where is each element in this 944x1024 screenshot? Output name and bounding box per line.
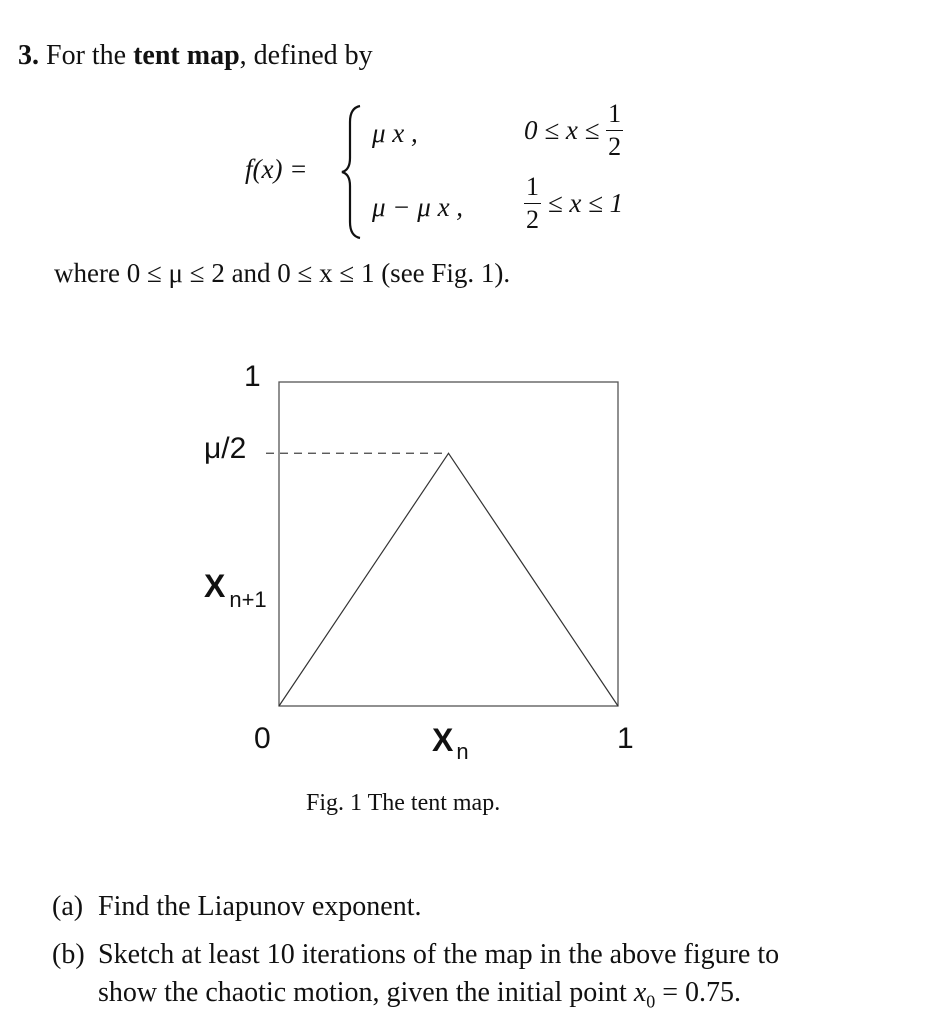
case1-cond-pre: 0 ≤ x ≤ [524, 115, 600, 145]
where-line: where 0 ≤ μ ≤ 2 and 0 ≤ x ≤ 1 (see Fig. 1). [54, 258, 511, 288]
part-b-value: = 0.75. [655, 977, 742, 1008]
part-b-subscript: 0 [646, 991, 656, 1012]
figure-caption: Fig. 1 The tent map. [306, 790, 501, 816]
part-b-line2: show the chaotic motion, given the initial point [98, 977, 627, 1008]
case1-expression: μ x , [372, 118, 418, 148]
equation-lhs: f(x) = [245, 154, 308, 184]
case2-fraction: $\frac{1}{2}$ [526, 172, 539, 234]
x-right-label: 1 [617, 722, 634, 755]
part-a-label: (a) [52, 891, 84, 922]
part-a-text: Find the Liapunov exponent. [98, 891, 422, 922]
y-peak-label: μ/2 [204, 432, 247, 465]
y-top-label: 1 [244, 360, 261, 393]
part-b-variable: x [633, 977, 647, 1008]
part-b [52, 936, 779, 1021]
term-tent-map: tent map [133, 40, 240, 71]
case2-cond-post: ≤ x ≤ 1 [547, 188, 624, 218]
part-b-label: (b) [52, 939, 85, 970]
case2-expression: μ − μ x , [372, 192, 464, 222]
x-left-label: 0 [254, 722, 271, 755]
x-axis-label: X n [432, 722, 469, 764]
plot-frame [279, 382, 618, 706]
intro-post: , defined by [239, 40, 373, 71]
tent-curve [279, 453, 618, 706]
part-a [52, 888, 422, 926]
problem-number: 3. [18, 40, 39, 71]
part-b-line1: Sketch at least 10 iterations of the map in the above figure to [98, 939, 780, 970]
intro-pre: For the [46, 40, 127, 71]
case1-fraction: $\frac{1}{2}$ [608, 99, 622, 161]
y-axis-label: X n+1 [204, 568, 267, 612]
